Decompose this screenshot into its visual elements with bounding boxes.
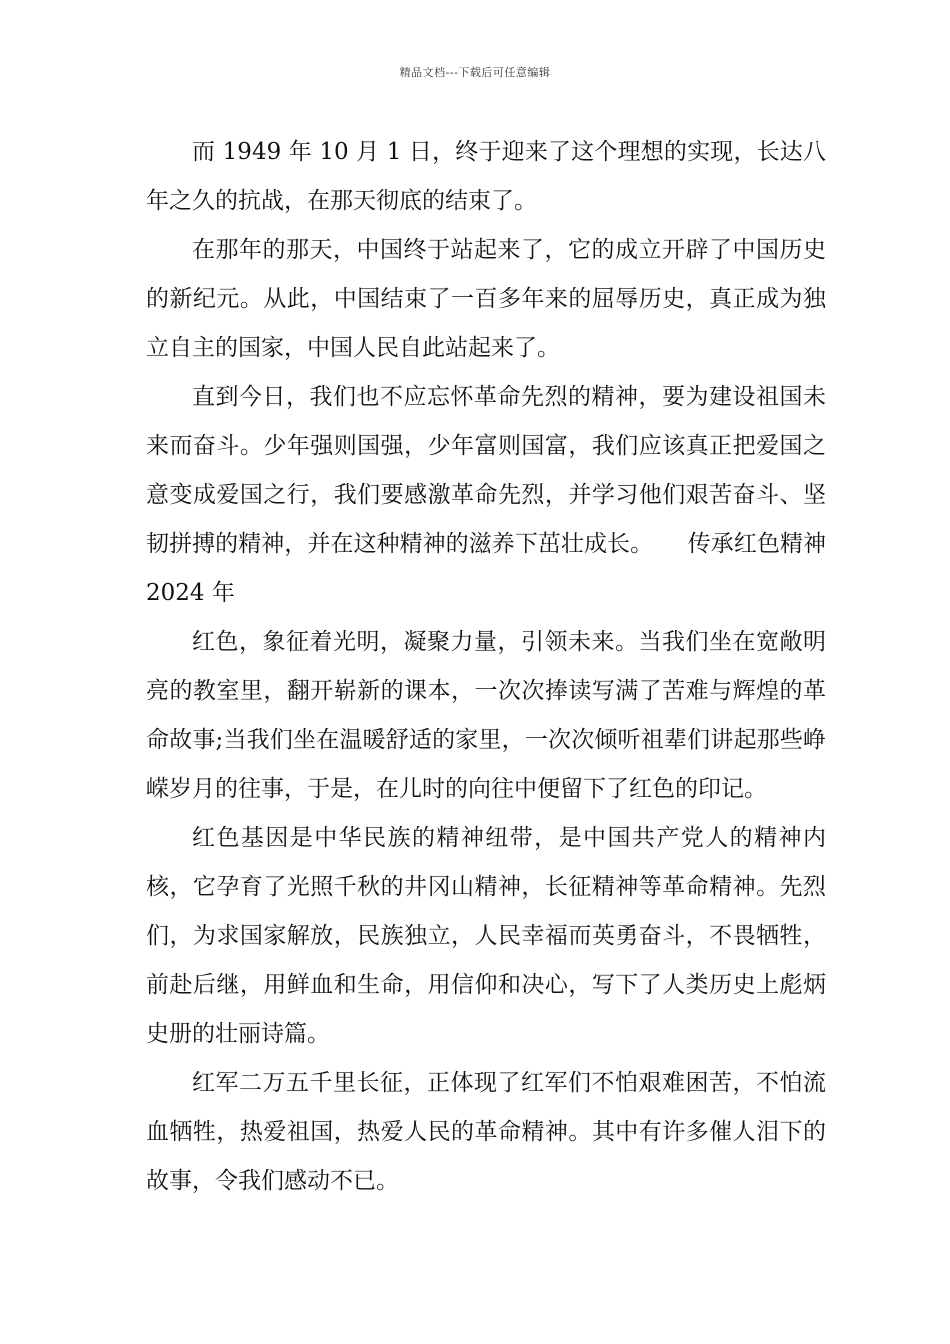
paragraph-2: 在那年的那天，中国终于站起来了，它的成立开辟了中国历史的新纪元。从此，中国结束了一百多年来的屈辱历史，真正成为独立自主的国家，中国人民自此站起来了。 [146, 237, 826, 361]
paragraph-6: 红军二万五千里长征，正体现了红军们不怕艰难困苦，不怕流血牺牲，热爱祖国，热爱人民的革命精神。其中有许多催人泪下的故事，令我们感动不已。 [146, 1070, 826, 1194]
paragraph-3: 直到今日，我们也不应忘怀革命先烈的精神，要为建设祖国未来而奋斗。少年强则国强，少年富则国富，我们应该真正把爱国之意变成爱国之行，我们要感激革命先烈，并学习他们艰苦奋斗、坚韧拼搏的精神，并在这种精神的滋养下茁壮成长。 传承红色精神 2024 年 [146, 384, 826, 606]
paragraph-4: 红色，象征着光明，凝聚力量，引领未来。当我们坐在宽敞明亮的教室里，翻开崭新的课本，一次次捧读写满了苦难与辉煌的革命故事;当我们坐在温暖舒适的家里，一次次倾听祖辈们讲起那些峥嵘岁月的往事，于是，在儿时的向往中便留下了红色的印记。 [146, 629, 826, 802]
page-header: 精品文档---下载后可任意编辑 [399, 66, 551, 79]
paragraph-1: 而 1949 年 10 月 1 日，终于迎来了这个理想的实现，长达八年之久的抗战，在那天彻底的结束了。 [146, 139, 826, 214]
paragraph-5: 红色基因是中华民族的精神纽带，是中国共产党人的精神内核，它孕育了光照千秋的井冈山精神，长征精神等革命精神。先烈们，为求国家解放，民族独立，人民幸福而英勇奋斗，不畏牺牲，前赴后继，用鲜血和生命，用信仰和决心，写下了人类历史上彪炳史册的壮丽诗篇。 [146, 825, 826, 1047]
document-body [146, 128, 826, 1206]
